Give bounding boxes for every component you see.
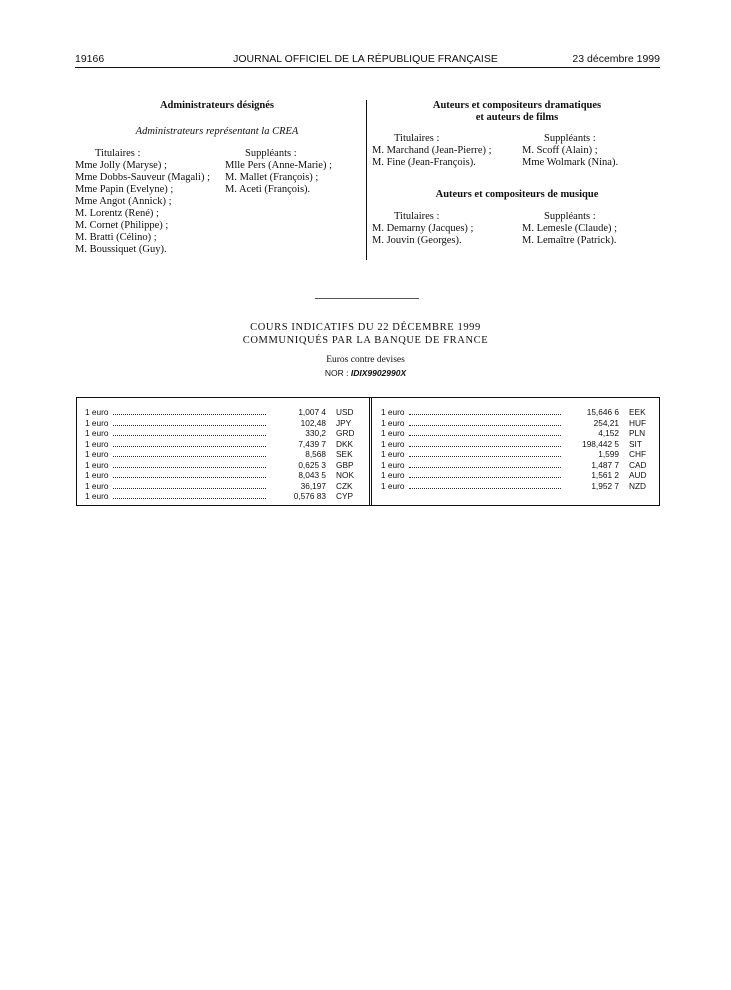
rate-value: 0,576 83 xyxy=(293,491,326,501)
rate-label: 1 euro xyxy=(85,449,109,459)
dot-leader xyxy=(409,481,561,489)
rate-row xyxy=(381,407,653,418)
section-title-line: et auteurs de films xyxy=(475,112,559,123)
rate-value: 198,442 5 xyxy=(582,438,619,449)
titulaires-column xyxy=(75,148,225,256)
rate-value: 1,487 7 xyxy=(591,459,619,470)
member-entry: M. Cornet (Philippe) ; xyxy=(75,220,169,231)
member-entry: M. Mallet (François) ; xyxy=(225,172,319,183)
dot-leader xyxy=(409,439,561,447)
section-title-line: Auteurs et compositeurs dramatiques xyxy=(432,100,602,111)
rates-column-right xyxy=(381,407,653,491)
section-title-administrateurs: Administrateurs désignés xyxy=(159,100,275,111)
dot-leader xyxy=(113,418,266,426)
section-subtitle-crea: Administrateurs représentant la CREA xyxy=(135,126,299,137)
member-entry: M. Boussiquet (Guy). xyxy=(75,244,167,255)
journal-title: JOURNAL OFFICIEL DE LA RÉPUBLIQUE FRANÇAISE xyxy=(233,53,498,65)
section-title-musique: Auteurs et compositeurs de musique xyxy=(435,189,599,200)
member-entry: Mme Jolly (Maryse) ; xyxy=(75,160,167,171)
table-divider xyxy=(369,398,372,505)
suppleants-heading: Suppléants : xyxy=(544,211,596,222)
rate-row xyxy=(85,491,360,502)
rate-value: 1,952 7 xyxy=(591,480,619,491)
dot-leader xyxy=(113,491,266,499)
rate-row xyxy=(85,418,360,429)
currency-code: NZD xyxy=(629,480,647,491)
dot-leader xyxy=(409,418,561,426)
rate-value: 102,48 xyxy=(300,417,326,428)
rate-row xyxy=(381,428,653,439)
rate-row xyxy=(381,481,653,492)
rate-label: 1 euro xyxy=(85,407,109,417)
dot-leader xyxy=(409,460,561,468)
member-entry: Mme Angot (Annick) ; xyxy=(75,196,172,207)
rate-label: 1 euro xyxy=(85,428,109,438)
rate-row xyxy=(381,418,653,429)
currency-code: HUF xyxy=(629,417,647,428)
currency-code: GBP xyxy=(336,459,354,470)
rate-value: 15,646 6 xyxy=(586,407,619,417)
nor-code: IDIX9902990X xyxy=(350,368,407,378)
rate-label: 1 euro xyxy=(85,470,109,480)
rate-value: 1,007 4 xyxy=(298,407,326,417)
member-entry: Mlle Pers (Anne-Marie) ; xyxy=(225,160,333,171)
dot-leader xyxy=(113,460,266,468)
currency-code: GRD xyxy=(336,428,355,438)
member-entry: M. Demarny (Jacques) ; xyxy=(372,223,474,234)
currency-code: NOK xyxy=(336,470,354,480)
member-entry: M. Marchand (Jean-Pierre) ; xyxy=(372,145,492,156)
rate-row xyxy=(381,460,653,471)
currency-code: AUD xyxy=(629,470,647,480)
dot-leader xyxy=(409,449,561,457)
currency-code: SEK xyxy=(336,449,353,459)
currency-code: CAD xyxy=(629,459,647,470)
section-title-dramatiques xyxy=(372,100,662,124)
rate-value: 8,043 5 xyxy=(298,470,326,480)
rate-label: 1 euro xyxy=(85,438,109,449)
rate-row xyxy=(85,460,360,471)
rate-row xyxy=(85,470,360,481)
section-separator xyxy=(315,298,419,299)
currency-code: CZK xyxy=(336,480,353,491)
rate-label: 1 euro xyxy=(381,449,405,459)
titulaires-heading: Titulaires : xyxy=(95,148,141,159)
titulaires-column xyxy=(372,133,522,169)
dot-leader xyxy=(113,407,266,415)
suppleants-column xyxy=(522,133,662,169)
rate-label: 1 euro xyxy=(381,470,405,480)
rate-value: 36,197 xyxy=(300,480,326,491)
rate-value: 0,625 3 xyxy=(298,459,326,470)
left-column xyxy=(75,100,359,256)
rate-label: 1 euro xyxy=(381,428,405,438)
rate-label: 1 euro xyxy=(381,407,405,417)
rate-label: 1 euro xyxy=(85,480,109,491)
dot-leader xyxy=(113,481,266,489)
rate-value: 8,568 xyxy=(305,449,326,459)
dot-leader xyxy=(113,439,266,447)
issue-date: 23 décembre 1999 xyxy=(572,53,660,65)
rate-label: 1 euro xyxy=(85,417,109,428)
currency-code: DKK xyxy=(336,438,354,449)
rate-label: 1 euro xyxy=(381,480,405,491)
rate-row xyxy=(85,439,360,450)
right-column xyxy=(372,100,662,247)
rate-value: 4,152 xyxy=(598,428,619,438)
cours-title-line: COMMUNIQUÉS PAR LA BANQUE DE FRANCE xyxy=(242,335,489,346)
rate-row xyxy=(381,439,653,450)
currency-code: USD xyxy=(336,407,354,417)
rate-label: 1 euro xyxy=(381,438,405,449)
dot-leader xyxy=(409,428,561,436)
dot-leader xyxy=(113,428,266,436)
cours-subtitle: Euros contre devises xyxy=(326,355,405,365)
suppleants-column xyxy=(225,148,359,256)
exchange-rates-table xyxy=(76,397,660,506)
dot-leader xyxy=(113,449,266,457)
rate-value: 1,561 2 xyxy=(591,470,619,480)
rate-label: 1 euro xyxy=(85,491,109,501)
member-entry: M. Lemaître (Patrick). xyxy=(522,235,617,246)
currency-code: SIT xyxy=(629,438,642,449)
currency-code: CYP xyxy=(336,491,354,501)
rate-value: 1,599 xyxy=(598,449,619,459)
member-entry: M. Fine (Jean-François). xyxy=(372,157,476,168)
rate-row xyxy=(381,470,653,481)
member-entry: Mme Papin (Evelyne) ; xyxy=(75,184,174,195)
nor-label: NOR : xyxy=(324,368,349,378)
members-grid xyxy=(372,133,662,169)
column-divider xyxy=(366,100,367,260)
dot-leader xyxy=(409,470,561,478)
member-entry: M. Aceti (François). xyxy=(225,184,311,195)
titulaires-column xyxy=(372,211,522,247)
rate-value: 254,21 xyxy=(593,417,619,428)
currency-code: JPY xyxy=(336,417,352,428)
suppleants-heading: Suppléants : xyxy=(544,133,596,144)
suppleants-heading: Suppléants : xyxy=(245,148,297,159)
dot-leader xyxy=(113,470,266,478)
member-entry: Mme Wolmark (Nina). xyxy=(522,157,619,168)
page-number: 19166 xyxy=(75,53,105,65)
rate-label: 1 euro xyxy=(85,459,109,470)
member-entry: Mme Dobbs-Sauveur (Magali) ; xyxy=(75,172,211,183)
rate-value: 330,2 xyxy=(305,428,326,438)
rate-row xyxy=(85,481,360,492)
currency-code: EEK xyxy=(629,407,646,417)
cours-heading-block xyxy=(0,321,731,378)
currency-code: CHF xyxy=(629,449,647,459)
suppleants-column xyxy=(522,211,662,247)
rate-label: 1 euro xyxy=(381,417,405,428)
member-entry: M. Scoff (Alain) ; xyxy=(522,145,598,156)
dot-leader xyxy=(409,407,561,415)
nor-reference xyxy=(0,368,731,378)
rate-value: 7,439 7 xyxy=(298,438,326,449)
member-entry: M. Bratti (Célino) ; xyxy=(75,232,157,243)
rates-column-left xyxy=(85,407,360,502)
currency-code: PLN xyxy=(629,428,646,438)
rate-row xyxy=(381,449,653,460)
rate-label: 1 euro xyxy=(381,459,405,470)
member-entry: M. Lemesle (Claude) ; xyxy=(522,223,618,234)
cours-title-line: COURS INDICATIFS DU 22 DÉCEMBRE 1999 xyxy=(250,322,481,333)
titulaires-heading: Titulaires : xyxy=(394,133,440,144)
rate-row xyxy=(85,449,360,460)
member-entry: M. Lorentz (René) ; xyxy=(75,208,159,219)
rate-row xyxy=(85,428,360,439)
member-entry: M. Jouvin (Georges). xyxy=(372,235,462,246)
members-grid xyxy=(75,148,359,256)
members-grid xyxy=(372,211,662,247)
header-rule xyxy=(75,67,660,68)
rate-row xyxy=(85,407,360,418)
titulaires-heading: Titulaires : xyxy=(394,211,440,222)
